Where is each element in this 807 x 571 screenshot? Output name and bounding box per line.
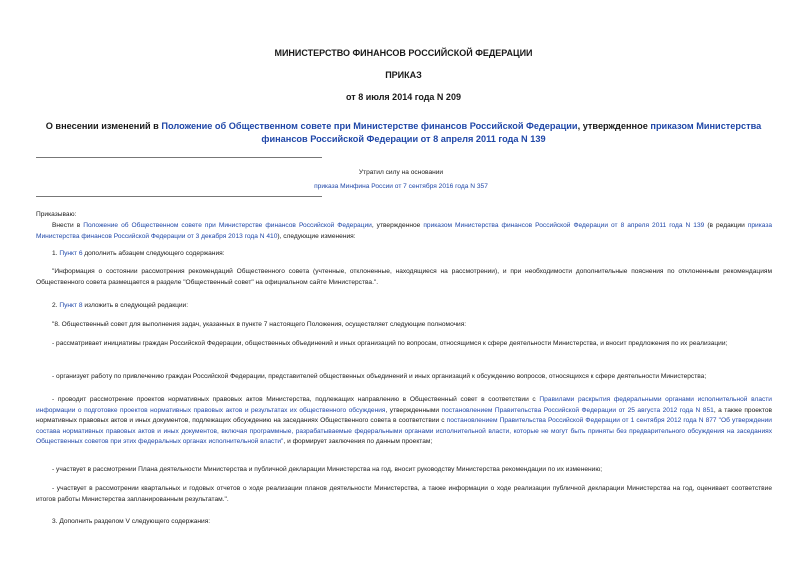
paragraph-1 [36, 221, 772, 242]
paragraph-5: "8. Общественный совет для выполнения задач, указанных в пункте 7 настоящего Положения, осуществляет следующие полномочия: [52, 321, 467, 328]
text: (в редакции [704, 222, 748, 229]
paragraph-2 [36, 249, 772, 260]
link-regulation[interactable]: Положение об Общественном совете при Министерстве финансов Российской Федерации [83, 222, 372, 229]
paragraph-3: "Информация о состоянии рассмотрения рекомендаций Общественного совета (учтенные, отклоненные, находящиеся на рассмотрении), и при необходимости дополнительные пояснения по отклоненным рекомендациям Общественного совета размещается в разделе "Общественный совет" на официальном сайте Министерства.". [36, 268, 772, 286]
paragraph-8 [36, 395, 772, 448]
paragraph-4 [36, 301, 772, 312]
link-resolution-851[interactable]: постановлением Правительства Российской Федерации от 25 августа 2012 года N 851 [441, 406, 714, 414]
paragraph-9: - участвует в рассмотрении Плана деятельности Министерства и публичной декларации Министерства на год, вносит руководству Министерства рекомендации по их изменению; [52, 466, 603, 473]
divider [36, 157, 322, 158]
repeal-note-link[interactable]: приказа Минфина России от 7 сентября 2016 года N 357 [314, 183, 488, 190]
title-text: , утвержденное [577, 121, 651, 131]
ministry-heading: МИНИСТЕРСТВО ФИНАНСОВ РОССИЙСКОЙ ФЕДЕРАЦИИ [274, 48, 533, 58]
text: ), следующие изменения: [277, 232, 356, 240]
repeal-note [256, 166, 546, 194]
paragraph-7: - организует работу по привлечению граждан Российской Федерации, представителей общественных объединений и иных организаций к обсуждению вопросов, относящихся к сфере деятельности Министерства; [52, 373, 707, 380]
text: , утвержденное [371, 222, 424, 229]
doc-type-heading: ПРИКАЗ [385, 70, 422, 80]
link-punkt-6[interactable]: Пункт 6 [59, 250, 83, 257]
text: изложить в следующей редакции: [82, 302, 189, 309]
item-number: 1. [52, 250, 60, 257]
link-disclosure-rules[interactable]: Правилами раскрытия федеральными органами исполнительной власти информации о подготовке проектов нормативных правовых актов и результатах их общественного обсуждения [36, 396, 772, 414]
paragraph-10: - участвует в рассмотрении квартальных и годовых отчетов о ходе реализации планов деятельности Министерства, а также информации о ходе реализации публичной декларации Министерства на год, оценивает соответствие итогов работы Министерства запланированным результатам.". [36, 485, 772, 503]
document-title [0, 120, 807, 146]
link-resolution-877[interactable]: постановлением Правительства Российской Федерации от 1 сентября 2012 года N 877 "Об утверждении состава нормативных правовых актов и иных документов, включая программные, разрабатываемые федеральными органами исполнительной власти, которые не могут быть приняты без предварительного обсуждения на заседаниях Общественных советов при этих федеральных органах исполнительной власти" [36, 417, 772, 445]
text: , утвержденными [385, 406, 442, 414]
paragraph-11: 3. Дополнить разделом V следующего содержания: [52, 518, 211, 525]
title-text: О внесении изменений в [45, 121, 162, 131]
orders-line: Приказываю: [36, 211, 77, 218]
link-order-139[interactable]: приказом Министерства финансов Российской Федерации от 8 апреля 2011 года N 139 [423, 222, 705, 229]
date-number-heading: от 8 июля 2014 года N 209 [346, 92, 461, 102]
link-punkt-8[interactable]: Пункт 8 [59, 302, 83, 309]
text: дополнить абзацем следующего содержания: [82, 250, 225, 257]
text: - проводит рассмотрение проектов нормативных правовых актов Министерства, подлежащих направлению в Общественный совет в соответствии с [52, 396, 540, 403]
paragraph-6: - рассматривает инициативы граждан Российской Федерации, общественных объединений и иных организаций по вопросам, относящимся к сфере деятельности Министерства, и вносит предложения по их реализации; [52, 340, 728, 347]
text: , а также проектов нормативных правовых актов и иных документов, подлежащих обсуждению на заседаниях Общественного совета в соответствии с [36, 406, 772, 424]
text: Внести в [52, 222, 84, 229]
divider [36, 196, 322, 197]
item-number: 2. [52, 302, 60, 309]
text: , и формирует заключения по данным проектам; [283, 438, 433, 445]
title-link-regulation[interactable]: Положение об Общественном совете при Министерстве финансов Российской Федерации [161, 121, 578, 131]
title-link-order[interactable]: приказом Министерства финансов Российской Федерации от 8 апреля 2011 года N 139 [261, 121, 762, 144]
repeal-note-text: Утратил силу на основании [358, 169, 444, 176]
link-order-410[interactable]: приказа Министерства финансов Российской Федерации от 3 декабря 2013 года N 410 [36, 222, 773, 240]
